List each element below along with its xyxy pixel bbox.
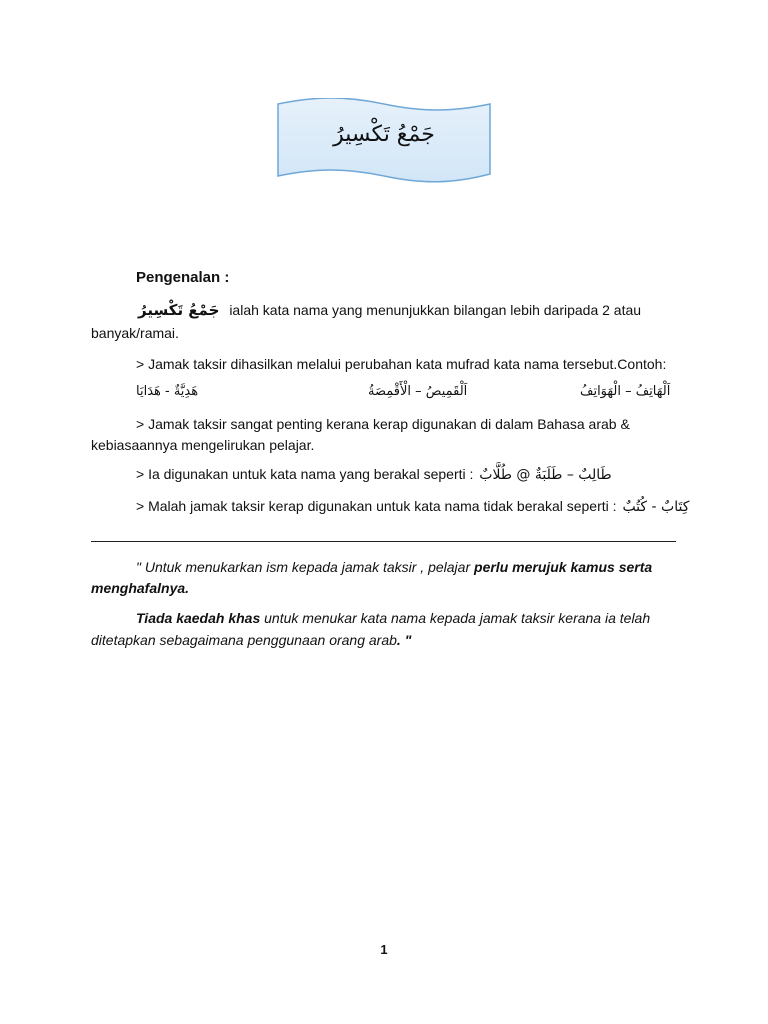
example-2: اَلْقَمِيصُ – الْأَقْمِصَةُ: [368, 384, 468, 399]
intro-text: ialah kata nama yang menunjukkan bilangan lebih daripada 2 atau: [229, 302, 642, 318]
point-3: [136, 464, 612, 485]
point-4-arabic: كِتَابٌ - كُتُبٌ: [622, 499, 690, 515]
term-arabic: جَمْعُ تَكْسِيرُ: [138, 301, 220, 319]
point-2-line-1: > Jamak taksir sangat penting kerana kerap digunakan di dalam Bahasa arab &: [136, 416, 630, 432]
divider-line: [91, 541, 676, 542]
page-number: 1: [380, 942, 388, 957]
intro-line-1: [138, 300, 641, 320]
point-3-text: > Ia digunakan untuk kata nama yang berakal seperti :: [136, 466, 474, 482]
point-4-text: > Malah jamak taksir kerap digunakan untuk kata nama tidak berakal seperti :: [136, 498, 617, 514]
note-b-line-2: [91, 630, 411, 650]
note-a-line-2: [91, 578, 189, 598]
note-a-emphasis-2: menghafalnya: [91, 580, 186, 596]
note-b-text-2: ditetapkan sebagaimana penggunaan orang arab: [91, 632, 397, 648]
point-1: > Jamak taksir dihasilkan melalui perubahan kata mufrad kata nama tersebut.Contoh:: [136, 356, 667, 372]
note-b-line-1: [136, 608, 650, 628]
note-a-emphasis: perlu merujuk kamus serta: [474, 559, 653, 575]
section-heading: Pengenalan :: [136, 269, 230, 286]
note-b-emphasis: Tiada kaedah khas: [136, 610, 261, 626]
title-banner: [276, 98, 492, 184]
note-a-line-1: [136, 557, 652, 577]
example-1: اَلْهَاتِفُ – الْهَوَاتِفُ: [580, 384, 671, 399]
banner-title: جَمْعُ تَكْسِيرُ: [333, 122, 435, 147]
point-3-arabic: طَالِبٌ – طَلَبَةٌ @ طُلَّابٌ: [479, 467, 612, 483]
note-a-text: " Untuk menukarkan ism kepada jamak taksir , pelajar: [136, 559, 471, 575]
intro-line-2: banyak/ramai.: [91, 325, 179, 341]
point-4: [136, 496, 689, 517]
point-2-line-2: kebiasaannya mengelirukan pelajar.: [91, 437, 315, 453]
note-b-end: . ": [396, 632, 412, 648]
note-b-text: untuk menukar kata nama kepada jamak taksir kerana ia telah: [264, 610, 651, 626]
example-3: هَدِيَّةٌ - هَدَايَا: [136, 384, 199, 399]
note-a-period: .: [185, 580, 190, 596]
